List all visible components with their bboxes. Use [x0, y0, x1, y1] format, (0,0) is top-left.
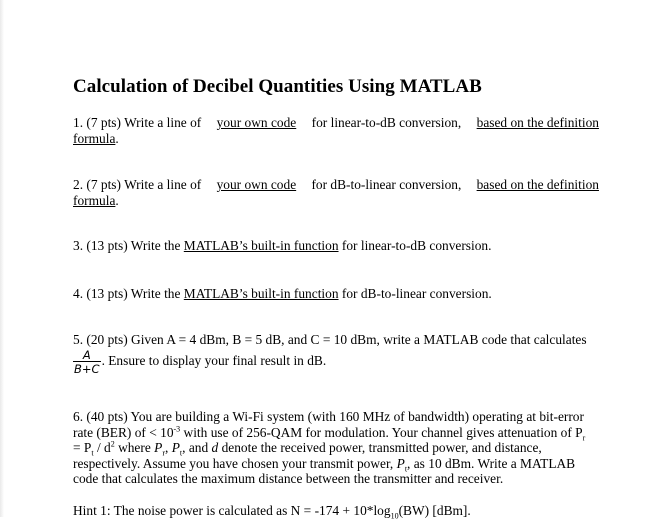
q4-builtin: MATLAB’s built-in function: [183, 286, 339, 301]
page-title: Calculation of Decibel Quantities Using MATLAB: [73, 76, 482, 97]
hint-1: [73, 503, 599, 519]
q5-fraction: [73, 349, 101, 375]
question-3: [73, 238, 599, 254]
question-4: [73, 286, 599, 302]
question-6: [73, 409, 599, 487]
q2-own-code: your own code: [216, 177, 297, 192]
q3-prefix: 3. (13 pts) Write the: [73, 238, 181, 253]
q2-definition: based on the definition: [476, 177, 599, 192]
q1-formula: formula: [73, 130, 116, 146]
question-2: [73, 177, 599, 208]
q4-suffix: for dB-to-linear conversion.: [341, 286, 492, 301]
q2-prefix: 2. (7 pts) Write a line of: [73, 177, 202, 192]
q6-line3: = $P_t / d^2$ where $P_r$, $P_t$, and d denote the received power, transmitted power, and distance,: [73, 439, 542, 458]
q1-period: .: [115, 130, 119, 146]
page-edge-shadow: [0, 0, 4, 517]
q4-prefix: 4. (13 pts) Write the: [73, 286, 181, 301]
question-1: [73, 115, 599, 146]
q6-line5: code that calculates the maximum distance between the transmitter and receiver.: [73, 471, 504, 487]
q1-own-code: your own code: [216, 115, 297, 130]
q1-middle: for linear-to-dB conversion,: [311, 115, 462, 130]
q1-definition: based on the definition: [476, 115, 599, 130]
q5-fraction-numerator: A: [82, 347, 91, 362]
q3-suffix: for linear-to-dB conversion.: [341, 238, 492, 253]
hint-text: Hint 1: The noise power is calculated as N = -174 + 10*log: [73, 503, 391, 518]
hint-subscript: 10: [390, 511, 399, 521]
q5-line2: . Ensure to display your final result in dB.: [101, 352, 327, 368]
q5-line1: 5. (20 pts) Given A = 4 dBm, B = 5 dB, and C = 10 dBm, write a MATLAB code that calculates: [73, 332, 587, 347]
q6-line4: respectively. Assume you have chosen your transmit power, $P_t$, as 10 dBm. Write a MATLAB: [73, 455, 576, 474]
hint-text-end: (BW) [dBm].: [398, 503, 471, 518]
q6-line1: 6. (40 pts) You are building a Wi-Fi system (with 160 MHz of bandwidth) operating at bit-error: [73, 409, 584, 424]
q3-builtin: MATLAB’s built-in function: [183, 238, 339, 253]
q1-prefix: 1. (7 pts) Write a line of: [73, 115, 202, 130]
q2-formula: formula: [73, 192, 116, 208]
q2-period: .: [115, 192, 119, 208]
q6-line2: rate (BER) of < $10^{-3}$ with use of 256-QAM for modulation. Your channel gives attenuation of $P_r$: [73, 424, 586, 443]
q2-middle: for dB-to-linear conversion,: [311, 177, 462, 192]
q5-fraction-denominator: B+C: [74, 361, 100, 376]
question-5: [73, 332, 599, 375]
